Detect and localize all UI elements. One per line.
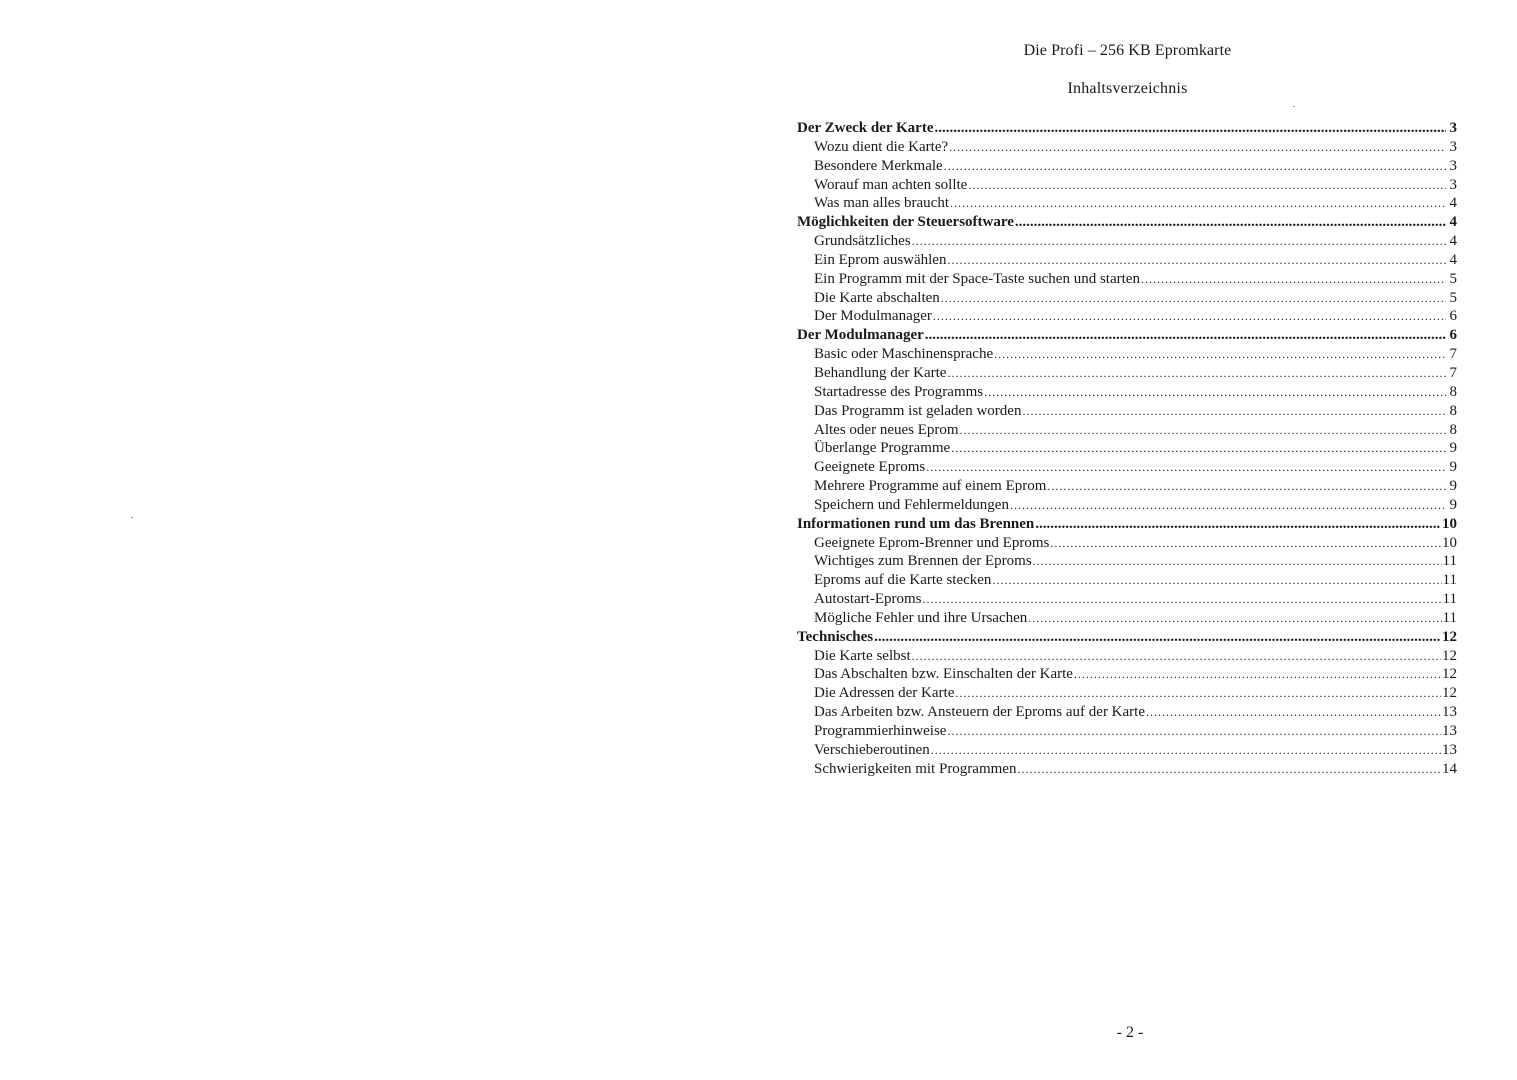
toc-entry-page: 3 bbox=[1449, 157, 1457, 174]
toc-subsection-entry bbox=[797, 251, 1457, 270]
toc-entry-label: Das Programm ist geladen worden bbox=[814, 402, 1022, 419]
toc-entry-page: 13 bbox=[1442, 741, 1457, 758]
toc-entry-label: Behandlung der Karte bbox=[814, 364, 947, 381]
toc-entry-label: Autostart-Eproms bbox=[814, 591, 922, 608]
toc-dot-leader bbox=[950, 194, 1446, 213]
toc-dot-leader bbox=[955, 684, 1441, 703]
toc-section-entry bbox=[797, 119, 1457, 138]
toc-entry-page: 11 bbox=[1442, 553, 1457, 570]
scan-speck bbox=[131, 517, 133, 518]
toc-entry-page: 3 bbox=[1449, 138, 1457, 155]
toc-subsection-entry bbox=[797, 270, 1457, 289]
toc-entry-label: Die Karte selbst bbox=[814, 647, 911, 664]
toc-entry-page: 11 bbox=[1442, 591, 1457, 608]
toc-subsection-entry bbox=[797, 496, 1457, 515]
toc-entry-page: 11 bbox=[1442, 572, 1457, 589]
toc-dot-leader bbox=[1022, 402, 1446, 421]
toc-entry-label: Das Abschalten bzw. Einschalten der Karte bbox=[814, 666, 1073, 683]
toc-subsection-entry bbox=[797, 741, 1457, 760]
toc-subsection-entry bbox=[797, 157, 1457, 176]
toc-entry-page: 12 bbox=[1442, 628, 1457, 645]
toc-dot-leader bbox=[1033, 552, 1442, 571]
toc-dot-leader bbox=[951, 439, 1446, 458]
toc-dot-leader bbox=[935, 119, 1447, 138]
toc-entry-page: 9 bbox=[1449, 459, 1457, 476]
toc-section-entry bbox=[797, 628, 1457, 647]
toc-section-entry bbox=[797, 213, 1457, 232]
toc-entry-label: Der Zweck der Karte bbox=[797, 120, 934, 136]
toc-entry-page: 5 bbox=[1449, 270, 1457, 287]
toc-entry-page: 8 bbox=[1449, 402, 1457, 419]
toc-dot-leader bbox=[941, 289, 1446, 308]
toc-subsection-entry bbox=[797, 534, 1457, 553]
toc-subsection-entry bbox=[797, 571, 1457, 590]
toc-entry-page: 6 bbox=[1449, 327, 1457, 344]
toc-subsection-entry bbox=[797, 684, 1457, 703]
toc-subsection-entry bbox=[797, 194, 1457, 213]
toc-dot-leader bbox=[947, 251, 1446, 270]
toc-dot-leader bbox=[1028, 609, 1441, 628]
toc-subsection-entry bbox=[797, 458, 1457, 477]
toc-entry-page: 7 bbox=[1449, 364, 1457, 381]
toc-dot-leader bbox=[1010, 496, 1446, 515]
toc-entry-page: 12 bbox=[1442, 666, 1457, 683]
toc-entry-page: 9 bbox=[1449, 440, 1457, 457]
toc-entry-page: 13 bbox=[1442, 723, 1457, 739]
toc-entry-page: 3 bbox=[1449, 120, 1457, 136]
toc-dot-leader bbox=[874, 628, 1441, 647]
toc-entry-page: 13 bbox=[1442, 704, 1457, 721]
toc-subsection-entry bbox=[797, 421, 1457, 440]
toc-dot-leader bbox=[912, 647, 1441, 666]
toc-subsection-entry bbox=[797, 307, 1457, 326]
toc-dot-leader bbox=[922, 590, 1441, 609]
toc-dot-leader bbox=[947, 364, 1446, 383]
toc-entry-label: Mögliche Fehler und ihre Ursachen bbox=[814, 609, 1028, 626]
toc-subsection-entry bbox=[797, 609, 1457, 628]
toc-entry-label: Die Karte abschalten bbox=[814, 289, 940, 306]
toc-dot-leader bbox=[933, 307, 1446, 326]
toc-entry-label: Verschieberoutinen bbox=[814, 741, 930, 758]
toc-dot-leader bbox=[925, 326, 1446, 345]
toc-entry-label: Ein Eprom auswählen bbox=[814, 251, 947, 268]
toc-dot-leader bbox=[960, 421, 1446, 440]
toc-dot-leader bbox=[1050, 534, 1441, 553]
toc-entry-label: Wozu dient die Karte? bbox=[814, 138, 949, 155]
document-title: Die Profi – 256 KB Epromkarte bbox=[1023, 42, 1232, 59]
toc-entry-label: Der Modulmanager bbox=[797, 327, 924, 344]
toc-entry-label: Geeignete Eprom-Brenner und Eproms bbox=[814, 534, 1050, 551]
toc-entry-page: 10 bbox=[1442, 515, 1457, 532]
toc-dot-leader bbox=[984, 383, 1446, 402]
page-number: - 2 - bbox=[1116, 1024, 1144, 1041]
toc-entry-page: 9 bbox=[1449, 496, 1457, 513]
toc-subsection-entry bbox=[797, 703, 1457, 722]
toc-section-entry bbox=[797, 326, 1457, 345]
toc-dot-leader bbox=[949, 138, 1446, 157]
toc-subsection-entry bbox=[797, 138, 1457, 157]
toc-entry-label: Besondere Merkmale bbox=[814, 157, 943, 174]
toc-entry-label: Das Arbeiten bzw. Ansteuern der Eproms auf der Karte bbox=[814, 704, 1145, 721]
toc-dot-leader bbox=[947, 722, 1441, 741]
toc-entry-page: 3 bbox=[1449, 176, 1457, 193]
toc-subsection-entry bbox=[797, 232, 1457, 251]
toc-entry-label: Die Adressen der Karte bbox=[814, 685, 955, 702]
toc-dot-leader bbox=[968, 176, 1446, 195]
toc-entry-label: Was man alles braucht bbox=[814, 195, 949, 212]
toc-entry-label: Basic oder Maschinensprache bbox=[814, 346, 994, 363]
toc-entry-label: Programmierhinweise bbox=[814, 723, 947, 739]
toc-subsection-entry bbox=[797, 647, 1457, 666]
toc-subsection-entry bbox=[797, 364, 1457, 383]
toc-entry-label: Geeignete Eproms bbox=[814, 459, 926, 476]
toc-entry-label: Speichern und Fehlermeldungen bbox=[814, 496, 1009, 513]
toc-entry-page: 4 bbox=[1449, 251, 1457, 268]
toc-section-entry bbox=[797, 515, 1457, 534]
toc-subsection-entry bbox=[797, 552, 1457, 571]
toc-entry-label: Ein Programm mit der Space-Taste suchen und starten bbox=[814, 270, 1140, 287]
toc-entry-label: Informationen rund um das Brennen bbox=[797, 515, 1035, 532]
toc-dot-leader bbox=[992, 571, 1441, 590]
toc-dot-leader bbox=[994, 345, 1446, 364]
toc-dot-leader bbox=[912, 232, 1446, 251]
toc-dot-leader bbox=[1017, 760, 1441, 779]
toc-subsection-entry bbox=[797, 402, 1457, 421]
toc-dot-leader bbox=[1074, 665, 1441, 684]
toc-entry-page: 12 bbox=[1442, 647, 1457, 664]
toc-entry-label: Wichtiges zum Brennen der Eproms bbox=[814, 553, 1032, 570]
toc-dot-leader bbox=[1146, 703, 1441, 722]
toc-entry-page: 8 bbox=[1449, 421, 1457, 438]
toc-entry-label: Worauf man achten sollte bbox=[814, 176, 968, 193]
toc-entry-page: 10 bbox=[1442, 534, 1457, 551]
toc-dot-leader bbox=[931, 741, 1441, 760]
toc-entry-label: Schwierigkeiten mit Programmen bbox=[814, 760, 1017, 777]
toc-heading: Inhaltsverzeichnis bbox=[1067, 80, 1188, 97]
toc-dot-leader bbox=[944, 157, 1446, 176]
toc-subsection-entry bbox=[797, 760, 1457, 779]
table-of-contents bbox=[797, 119, 1457, 779]
toc-entry-label: Überlange Programme bbox=[814, 440, 951, 457]
toc-dot-leader bbox=[1141, 270, 1446, 289]
toc-entry-page: 5 bbox=[1449, 289, 1457, 306]
toc-entry-label: Möglichkeiten der Steuersoftware bbox=[797, 214, 1014, 231]
toc-subsection-entry bbox=[797, 722, 1457, 741]
toc-entry-page: 4 bbox=[1449, 195, 1457, 212]
toc-subsection-entry bbox=[797, 590, 1457, 609]
toc-subsection-entry bbox=[797, 176, 1457, 195]
toc-entry-label: Grundsätzliches bbox=[814, 233, 911, 250]
toc-entry-label: Altes oder neues Eprom bbox=[814, 421, 959, 438]
toc-entry-page: 12 bbox=[1442, 685, 1457, 702]
toc-dot-leader bbox=[1047, 477, 1446, 496]
toc-entry-page: 8 bbox=[1449, 383, 1457, 400]
toc-dot-leader bbox=[1035, 515, 1441, 534]
toc-subsection-entry bbox=[797, 439, 1457, 458]
toc-entry-page: 9 bbox=[1449, 478, 1457, 495]
toc-entry-page: 4 bbox=[1449, 214, 1457, 231]
toc-entry-label: Der Modulmanager bbox=[814, 308, 932, 325]
toc-subsection-entry bbox=[797, 289, 1457, 308]
toc-entry-label: Mehrere Programme auf einem Eprom bbox=[814, 478, 1047, 495]
toc-entry-page: 6 bbox=[1449, 308, 1457, 325]
toc-dot-leader bbox=[926, 458, 1446, 477]
toc-entry-page: 4 bbox=[1449, 233, 1457, 250]
toc-entry-label: Eproms auf die Karte stecken bbox=[814, 572, 992, 589]
toc-subsection-entry bbox=[797, 383, 1457, 402]
toc-entry-label: Technisches bbox=[797, 628, 874, 645]
toc-entry-page: 14 bbox=[1442, 760, 1457, 777]
toc-entry-label: Startadresse des Programms bbox=[814, 383, 984, 400]
toc-dot-leader bbox=[1015, 213, 1446, 232]
toc-entry-page: 11 bbox=[1442, 609, 1457, 626]
toc-subsection-entry bbox=[797, 477, 1457, 496]
toc-entry-page: 7 bbox=[1449, 346, 1457, 363]
scan-speck bbox=[1293, 106, 1295, 107]
toc-subsection-entry bbox=[797, 345, 1457, 364]
toc-subsection-entry bbox=[797, 665, 1457, 684]
